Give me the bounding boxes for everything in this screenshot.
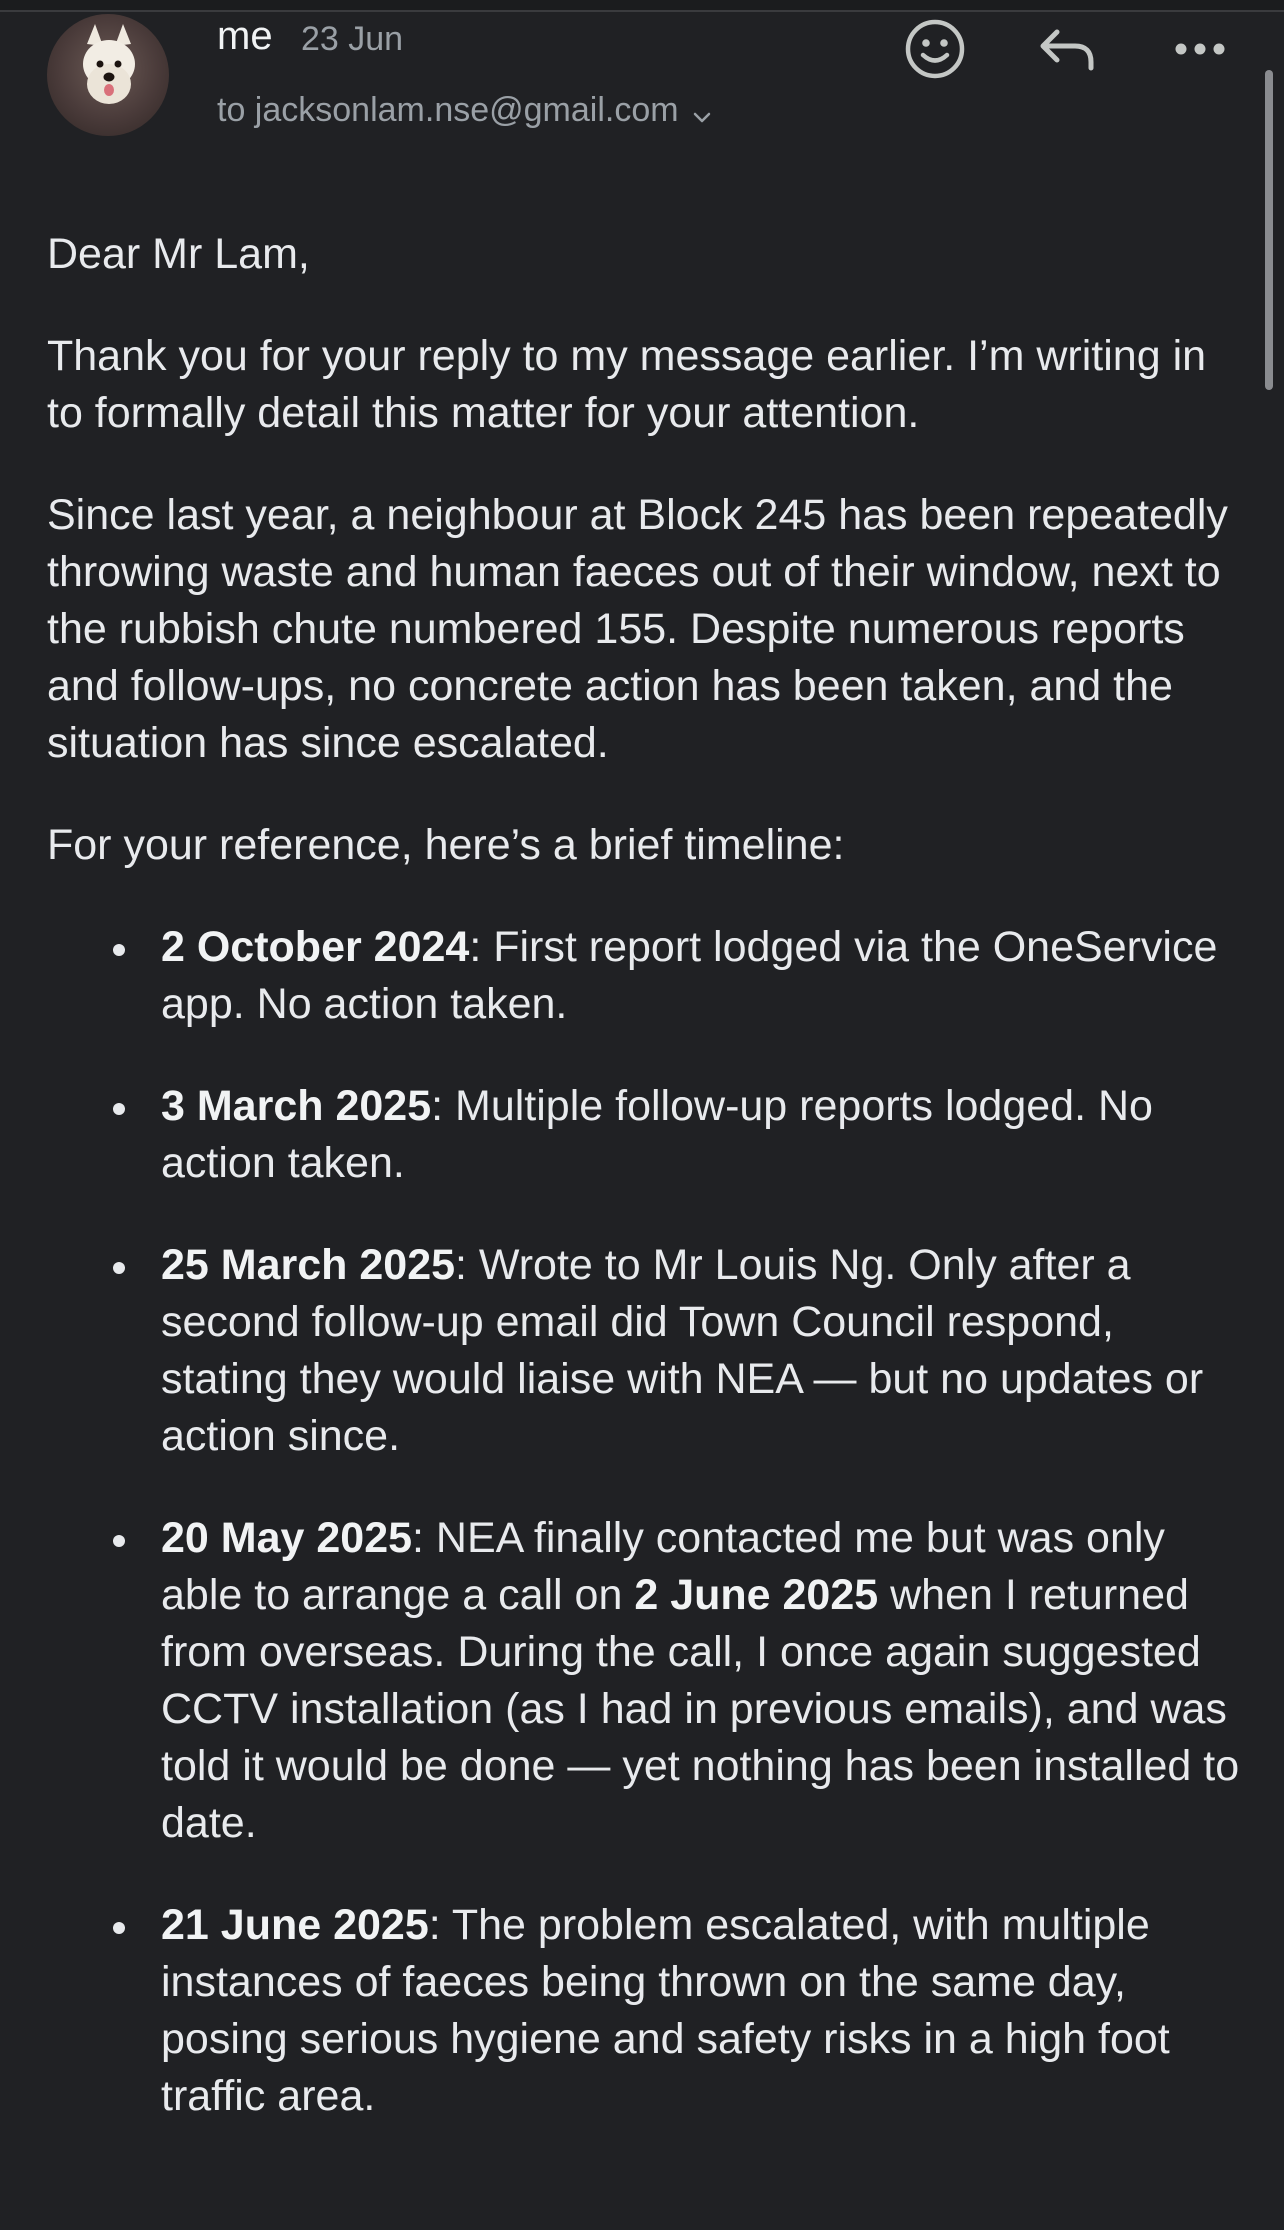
timeline-list: [47, 919, 1247, 2125]
timeline-item: [47, 1078, 1247, 1192]
timeline-date: 20 May 2025: [161, 1514, 413, 1562]
timeline-text: : The problem escalated, with multiple instances of faeces being thrown on the same day, posing serious hygiene and safety risks in a high foot traffic area.: [161, 1901, 1170, 2120]
timeline-item: [47, 1897, 1247, 2125]
timeline-text-continued: when I returned from overseas. During the call, I once again suggested CCTV installation (as I had in previous emails), and was told it would be done — yet nothing has been installed to date.: [161, 1571, 1240, 1847]
timeline-date: 2 October 2024: [161, 923, 470, 971]
dog-avatar-icon: [47, 14, 169, 136]
timeline-date: 21 June 2025: [161, 1901, 429, 1949]
bullet-icon: [113, 1262, 125, 1274]
timeline-text: : NEA finally contacted me but was only able to arrange a call on: [161, 1514, 1165, 1619]
timeline-text: : First report lodged via the OneService app. No action taken.: [161, 923, 1218, 1028]
scrollbar-thumb[interactable]: [1265, 70, 1273, 390]
recipient-text: to jacksonlam.nse@gmail.com: [217, 91, 679, 129]
timeline-item: [47, 1237, 1247, 1465]
sent-date: 23 Jun: [301, 20, 404, 58]
greeting: Dear Mr Lam,: [47, 230, 310, 278]
avatar[interactable]: [47, 14, 169, 136]
bullet-icon: [113, 1922, 125, 1934]
paragraph-issue: Since last year, a neighbour at Block 245 has been repeatedly throwing waste and human faeces out of their window, next to the rubbish chute numbered 155. Despite numerous reports and follow-ups, no concrete action has been taken, and the situation has since escalated.: [47, 491, 1228, 767]
paragraph-intro: Thank you for your reply to my message earlier. I’m writing in to formally detail this matter for your attention.: [47, 332, 1207, 437]
bullet-icon: [113, 1103, 125, 1115]
timeline-date: 3 March 2025: [161, 1082, 432, 1130]
timeline-item: [47, 1510, 1247, 1852]
email-body: [47, 226, 1247, 2170]
smiley-face-icon[interactable]: [900, 14, 970, 84]
top-divider: [0, 0, 1284, 12]
chevron-down-icon[interactable]: [693, 94, 711, 133]
recipient-line[interactable]: [217, 88, 711, 133]
timeline-item: [47, 919, 1247, 1033]
bullet-icon: [113, 944, 125, 956]
timeline-text: : Multiple follow-up reports lodged. No action taken.: [161, 1082, 1153, 1187]
bullet-icon: [113, 1535, 125, 1547]
paragraph-timeline-intro: For your reference, here’s a brief timeline:: [47, 821, 845, 869]
sender-name[interactable]: me: [217, 14, 273, 58]
more-dots-icon[interactable]: [1165, 14, 1235, 84]
timeline-date: 25 March 2025: [161, 1241, 456, 1289]
reply-arrow-icon[interactable]: [1032, 14, 1102, 84]
timeline-inline-date: 2 June 2025: [634, 1571, 879, 1619]
timeline-text: : Wrote to Mr Louis Ng. Only after a second follow-up email did Town Council respond, stating they would liaise with NEA — but no updates or action since.: [161, 1241, 1204, 1460]
